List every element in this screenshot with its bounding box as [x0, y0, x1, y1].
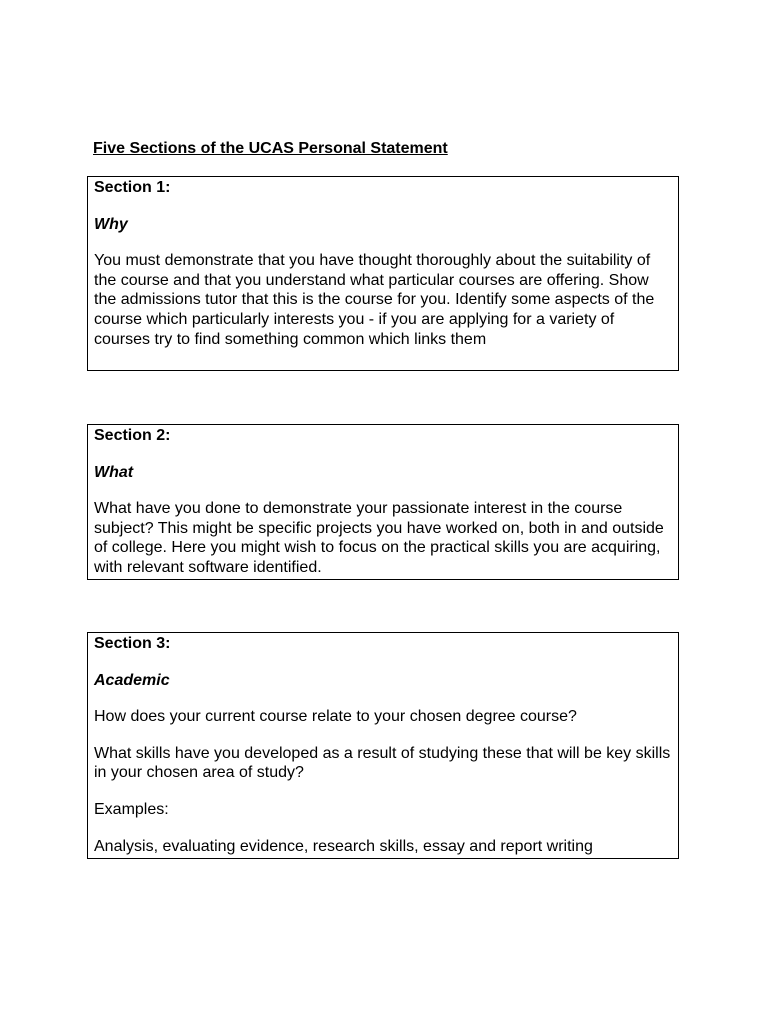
- section-heading: What: [94, 463, 134, 481]
- section-1-box: [87, 176, 679, 371]
- section-body: What have you done to demonstrate your passionate interest in the course subject? This might be specific projects you have worked on, both in and outside of college. Here you might wish to focus on the practical skills you are acquiring, with relevant software identified.: [94, 500, 664, 576]
- section-3-box: [87, 632, 679, 859]
- section-heading: Why: [94, 215, 128, 233]
- section-label: Section 1:: [94, 179, 171, 196]
- section-2-box: [87, 424, 679, 580]
- examples-label: Examples:: [94, 800, 169, 818]
- examples-list: Analysis, evaluating evidence, research skills, essay and report writing: [94, 837, 593, 855]
- section-label: Section 3:: [94, 635, 171, 652]
- section-body: How does your current course relate to your chosen degree course?: [94, 708, 577, 726]
- section-label: Section 2:: [94, 427, 171, 444]
- section-body: You must demonstrate that you have thought thoroughly about the suitability of the course and that you understand what particular courses are offering. Show the admissions tutor that this is the course for you. Identify some aspects of the course which particularly interests you - if you are applying for a variety of courses try to find something common which links them: [94, 252, 655, 348]
- page-title: Five Sections of the UCAS Personal Statement: [93, 140, 448, 157]
- section-heading: Academic: [94, 671, 170, 689]
- section-body: What skills have you developed as a result of studying these that will be key skills in your chosen area of study?: [94, 744, 671, 782]
